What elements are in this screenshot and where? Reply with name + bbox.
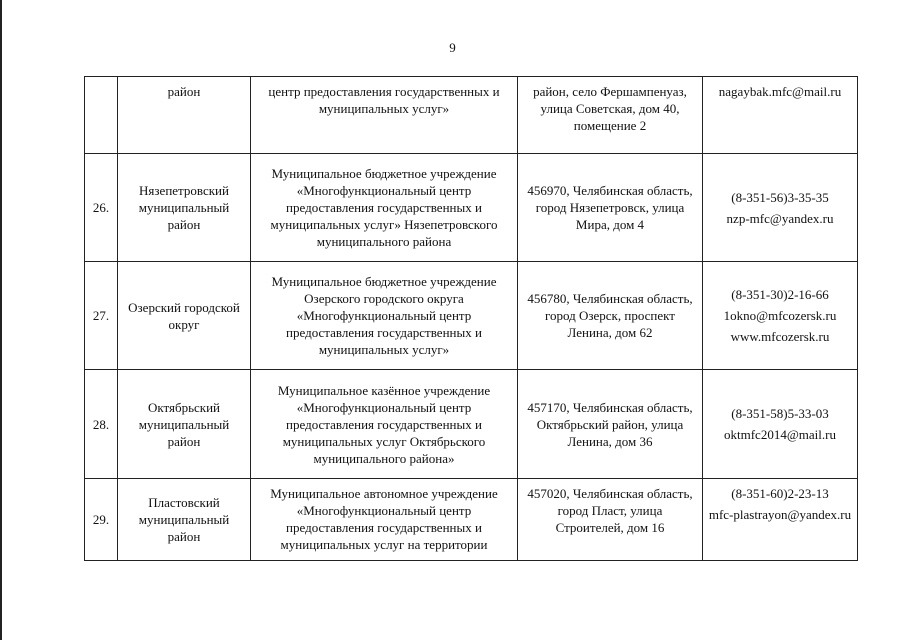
organization-cell (251, 154, 518, 262)
organization-name: центр предоставления государственных и муниципальных услуг» (268, 84, 500, 116)
contact-phone: (8-351-56)3-35-35 (731, 189, 829, 205)
row-number: 27. (92, 308, 110, 323)
contact-email: mfc-plastrayon@yandex.ru (708, 507, 852, 522)
organization-cell (251, 370, 518, 479)
district-cell (118, 262, 251, 370)
district-cell (118, 370, 251, 479)
table-row (85, 262, 858, 370)
row-number-cell (85, 77, 118, 154)
contact-phone: (8-351-58)5-33-03 (731, 406, 829, 421)
district-name: Октябрьский муниципальный район (138, 399, 230, 449)
contact-email: oktmfc2014@mail.ru (724, 427, 836, 442)
row-number-cell (85, 154, 118, 262)
contact-email: nzp-mfc@yandex.ru (726, 210, 834, 226)
address-text: 456970, Челябинская область, город Нязепетровск, улица Мира, дом 4 (527, 183, 693, 232)
address-cell (518, 479, 703, 561)
address-text: 457020, Челябинская область, город Пласт, улица Строителей, дом 16 (527, 486, 693, 535)
row-number-cell (85, 370, 118, 479)
district-cell (118, 154, 251, 262)
district-cell (118, 77, 251, 154)
contact-email: nagaybak.mfc@mail.ru (718, 84, 842, 99)
district-name: Пластовский муниципальный район (138, 495, 230, 544)
district-cell (118, 479, 251, 561)
contact-email: 1okno@mfcozersk.ru (723, 308, 837, 323)
district-name: район (167, 84, 201, 99)
table-row (85, 479, 858, 561)
organization-name: Муниципальное бюджетное учреждение «Многофункциональный центр предоставления государственных и муниципальных услуг» Нязепетровского муниципального района (270, 166, 498, 249)
address-cell (518, 77, 703, 154)
row-number-cell (85, 479, 118, 561)
contact-cell (703, 262, 858, 370)
address-cell (518, 154, 703, 262)
address-cell (518, 262, 703, 370)
table-row (85, 77, 858, 154)
address-cell (518, 370, 703, 479)
address-text: 457170, Челябинская область, Октябрьский район, улица Ленина, дом 36 (527, 399, 693, 449)
contact-phone: (8-351-30)2-16-66 (731, 287, 829, 302)
organization-cell (251, 262, 518, 370)
contact-cell (703, 479, 858, 561)
address-text: 456780, Челябинская область, город Озерск, проспект Ленина, дом 62 (527, 291, 693, 340)
row-number-cell (85, 262, 118, 370)
organization-name: Муниципальное бюджетное учреждение Озерского городского округа «Многофункциональный центр предоставления государственных и муниципальных услуг» (271, 274, 497, 357)
organization-cell (251, 77, 518, 154)
row-number: 29. (92, 512, 110, 527)
contact-cell (703, 370, 858, 479)
row-number: 28. (92, 416, 110, 432)
contact-phone: (8-351-60)2-23-13 (731, 486, 829, 501)
page-left-border (0, 0, 2, 640)
district-name: Нязепетровский муниципальный район (138, 183, 230, 232)
address-text: район, село Фершампенуаз, улица Советская, дом 40, помещение 2 (533, 84, 687, 133)
organization-name: Муниципальное казённое учреждение «Многофункциональный центр предоставления государственных и муниципальных услуг Октябрьского муниципального района» (277, 382, 491, 466)
contact-website: www.mfcozersk.ru (730, 329, 830, 344)
contact-cell (703, 154, 858, 262)
organization-name: Муниципальное автономное учреждение «Многофункциональный центр предоставления государственных и муниципальных услуг на территории (270, 486, 498, 552)
table-row (85, 370, 858, 479)
table-row (85, 154, 858, 262)
district-name: Озерский городской округ (128, 299, 240, 332)
mfc-directory-table (84, 76, 858, 561)
contact-cell (703, 77, 858, 154)
organization-cell (251, 479, 518, 561)
page-number: 9 (449, 40, 456, 55)
row-number: 26. (92, 200, 110, 215)
